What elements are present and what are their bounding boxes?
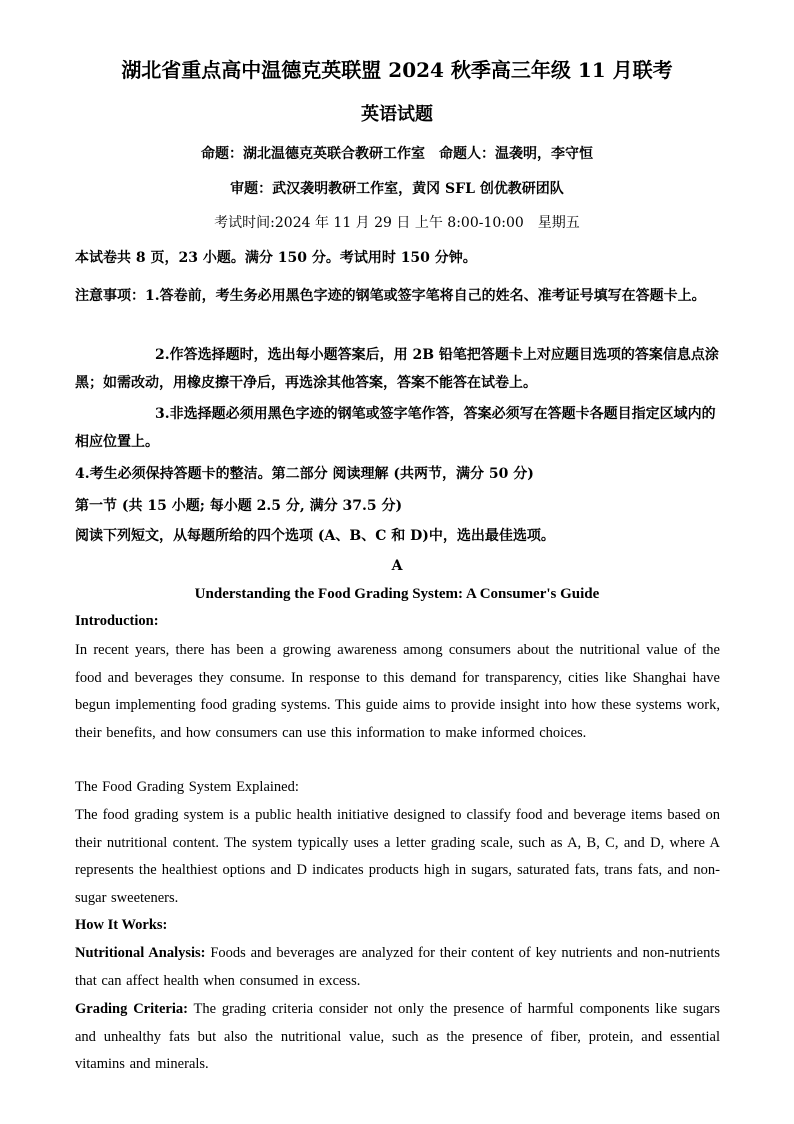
note-4: 4.考生必须保持答题卡的整洁。第二部分 阅读理解 (共两节，满分 50 分) bbox=[75, 466, 534, 482]
section-instruction: 阅读下列短文，从每题所给的四个选项 (A、B、C 和 D)中，选出最佳选项。 bbox=[75, 528, 555, 544]
passage-title: Understanding the Food Grading System: A Consumer's Guide bbox=[194, 586, 600, 602]
exam-title: 湖北省重点高中温德克英联盟 2024 秋季高三年级 11 月联考 bbox=[121, 58, 673, 82]
nutritional-label: Nutritional Analysis: bbox=[75, 945, 206, 961]
exam-summary: 本试卷共 8 页，23 小题。满分 150 分。考试用时 150 分钟。 bbox=[75, 250, 477, 266]
criteria-text: The grading criteria consider not only the presence of harmful components like sugars and unhealthy fats but also the nutritional value, such as the presence of fiber, protein, and essential vitamins and minerals. bbox=[75, 1001, 721, 1072]
exam-subtitle: 英语试题 bbox=[361, 104, 433, 125]
explained-paragraph: The food grading system is a public health initiative designed to classify food and beverage items based on their nutritional content. The system typically uses a letter grading scale, such as A, B, C, and D, where A represents the healthiest options and D indicates products high in sugars, saturated fats, trans fats, and non-sugar sweeteners. bbox=[75, 807, 720, 906]
how-heading: How It Works: bbox=[75, 917, 168, 933]
nutritional-text: Foods and beverages are analyzed for their content of key nutrients and non-nutrients that can affect health when consumed in excess. bbox=[75, 945, 720, 989]
section-part1: 第一节 (共 15 小题; 每小题 2.5 分, 满分 37.5 分) bbox=[75, 498, 403, 514]
exam-time-line: 考试时间:2024 年 11 月 29 日 上午 8:00-10:00 星期五 bbox=[214, 215, 580, 231]
explained-heading: The Food Grading System Explained: bbox=[75, 779, 299, 795]
note-3: 3.非选择题必须用黑色字迹的钢笔或签字笔作答，答案必须写在答题卡各题目指定区域内的相应位置上。 bbox=[75, 406, 716, 450]
authors-line: 命题：湖北温德克英联合教研工作室 命题人：温袭明，李守恒 bbox=[201, 146, 593, 162]
intro-paragraph: In recent years, there has been a growing awareness among consumers about the nutritional value of the food and beverages they consume. In response to this demand for transparency, cities like Shanghai have begun implementing food grading systems. This guide aims to provide insight into how these systems work, their benefits, and how consumers can use this information to make informed choices. bbox=[75, 642, 720, 741]
criteria-paragraph bbox=[75, 996, 720, 1079]
intro-heading: Introduction: bbox=[75, 613, 159, 629]
note-2: 2.作答选择题时，选出每小题答案后，用 2B 铅笔把答题卡上对应题目选项的答案信息点涂黑；如需改动，用橡皮擦干净后，再选涂其他答案，答案不能答在试卷上。 bbox=[75, 347, 719, 391]
criteria-label: Grading Criteria: bbox=[75, 1001, 188, 1017]
nutritional-paragraph bbox=[75, 940, 720, 995]
passage-letter: A bbox=[391, 558, 403, 574]
note-1: 注意事项：1.答卷前，考生务必用黑色字迹的钢笔或签字笔将自己的姓名、准考证号填写在答题卡上。 bbox=[75, 288, 706, 304]
reviewers-line: 审题：武汉袭明教研工作室，黄冈 SFL 创优教研团队 bbox=[230, 181, 564, 197]
